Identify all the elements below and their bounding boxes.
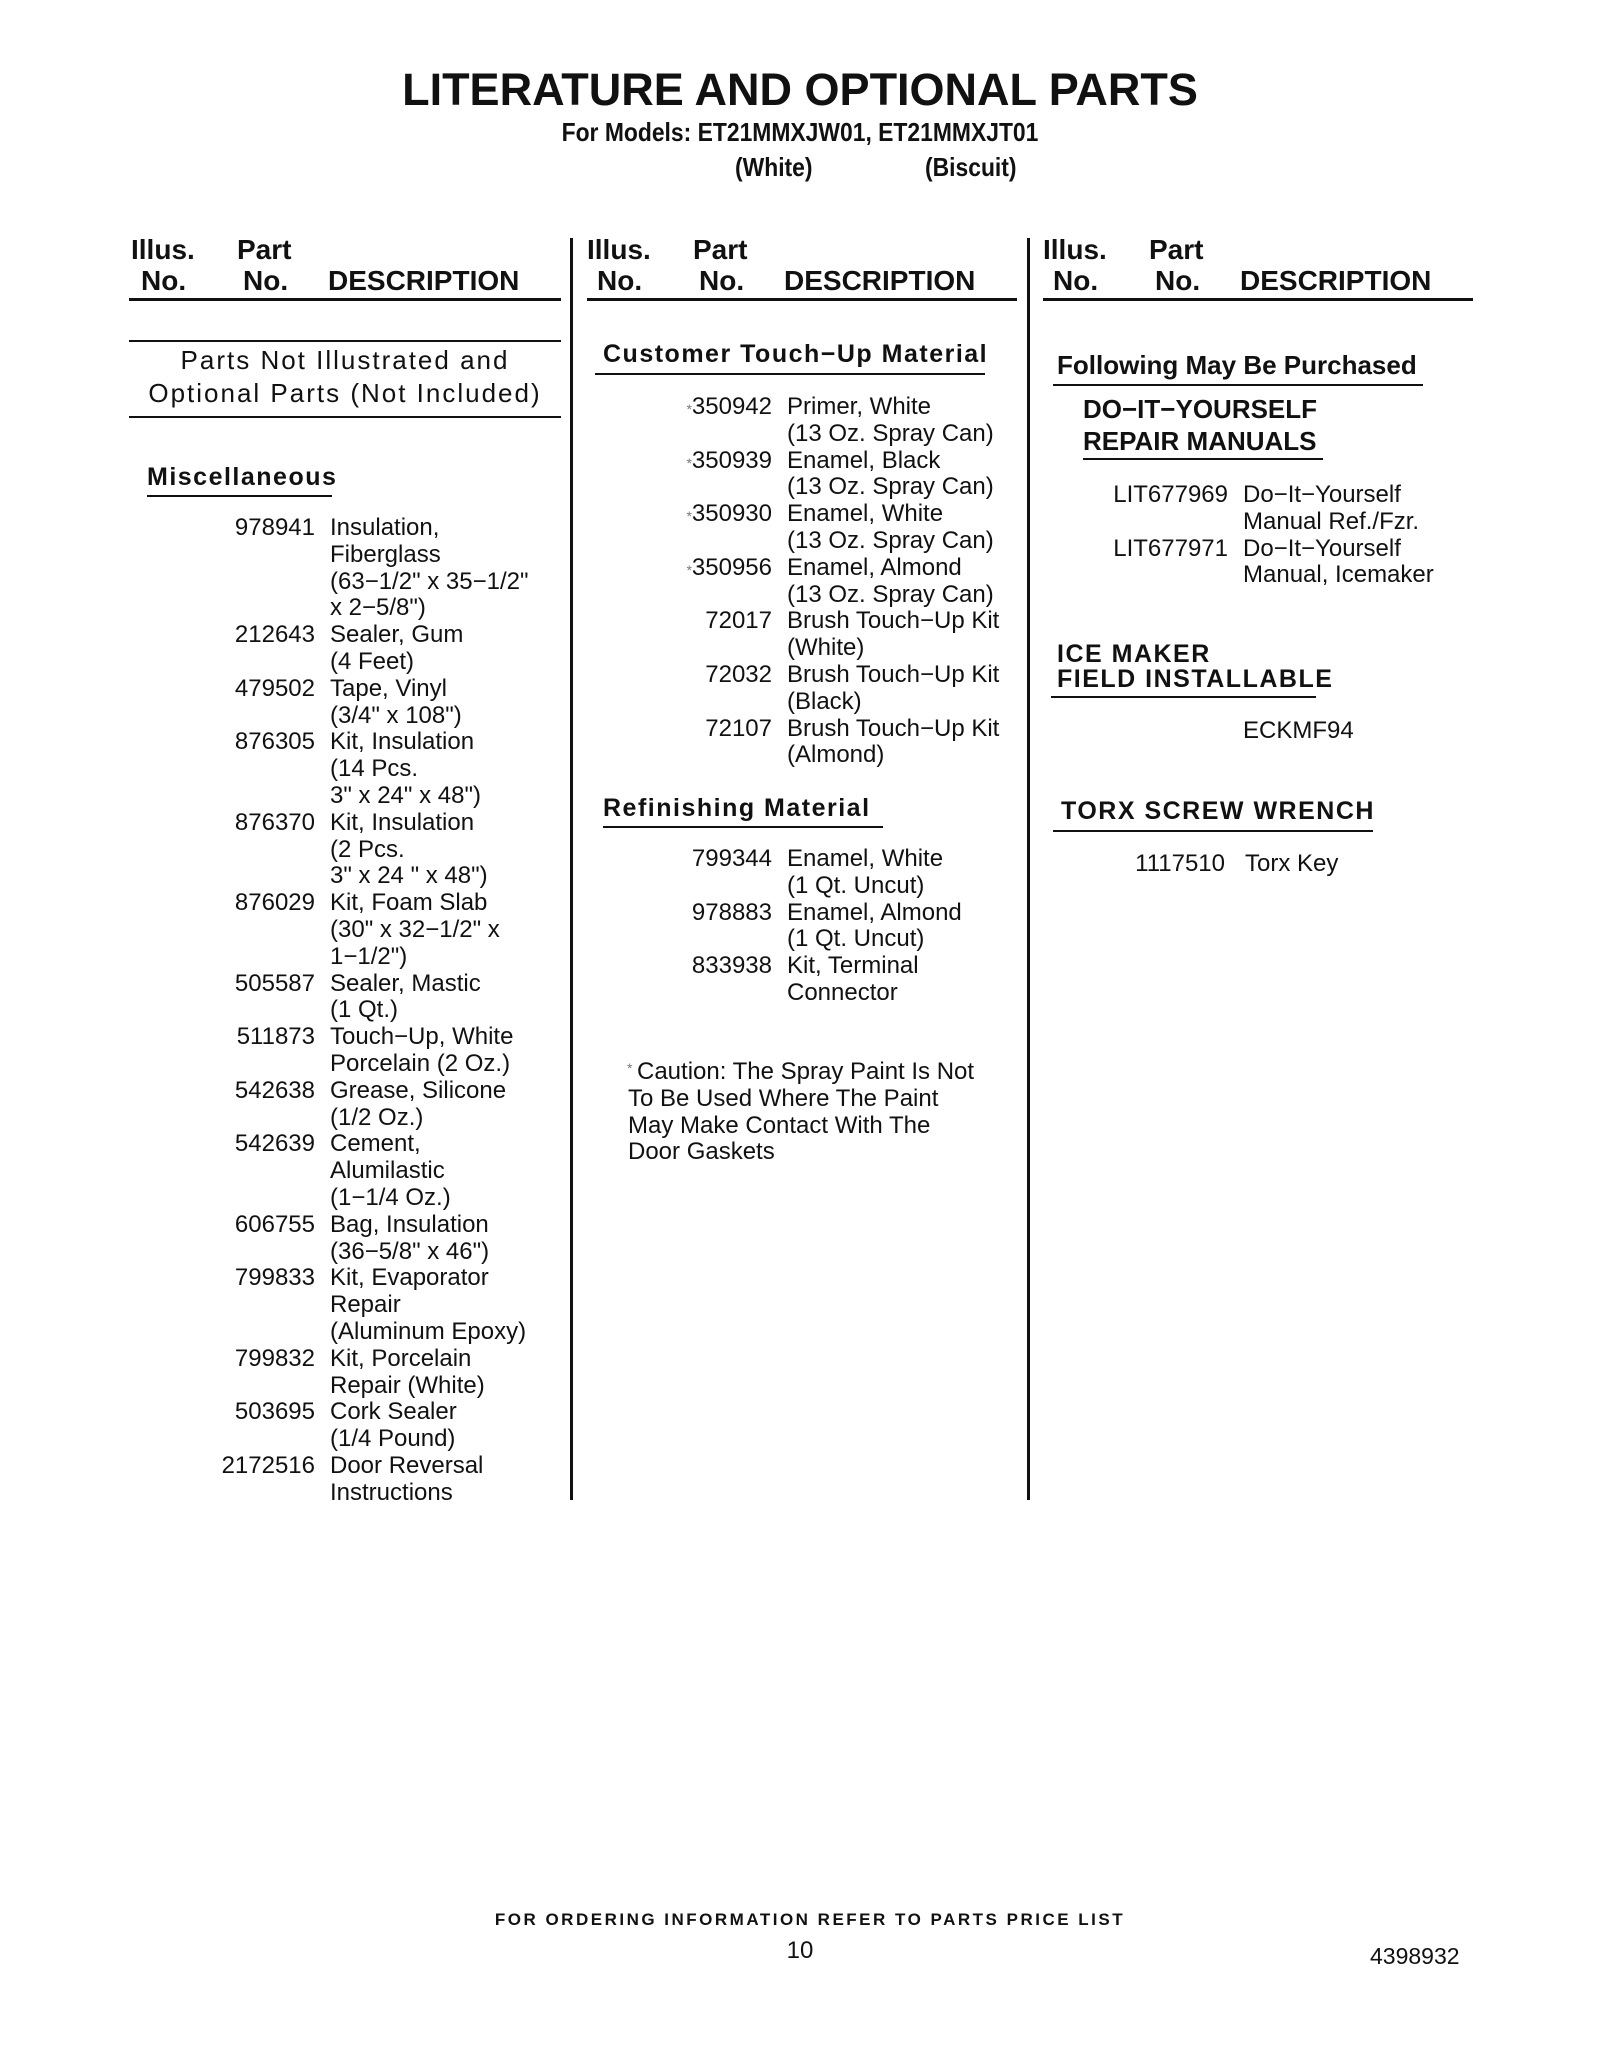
asterisk-mark: * [686,454,692,471]
torx-heading: TORX SCREW WRENCH [1061,797,1375,825]
page-title: LITERATURE AND OPTIONAL PARTS [402,64,1198,115]
part-number [1068,536,1228,563]
part-description: Insulation, Fiberglass (63−1/2" x 35−1/2" x 2−5/8") [330,514,529,622]
part-number [155,729,315,756]
part-number [155,515,315,542]
part-number [155,1212,315,1239]
part-number-text: 350939 [691,446,772,474]
part-number [155,971,315,998]
part-description: Enamel, White (13 Oz. Spray Can) [787,500,994,554]
section-customer-touch-up: Customer Touch−Up Material [603,340,989,368]
part-number-text: 876029 [234,889,315,917]
part-description: Tape, Vinyl (3/4" x 108") [330,674,462,729]
part-no-label: No. [699,265,745,296]
box-line-1: Parts Not Illustrated and [180,345,510,375]
part-description: Cement, Alumilastic (1−1/4 Oz.) [330,1130,451,1211]
part-number [612,394,772,421]
torx-description: Torx Key [1245,850,1339,877]
section-rule [1083,458,1323,460]
section-rule [1053,830,1373,832]
part-description: Kit, Evaporator Repair (Aluminum Epoxy) [330,1264,527,1345]
part-number [155,676,315,703]
part-description: Grease, Silicone (1/2 Oz.) [330,1076,507,1131]
part-description: Bag, Insulation (36−5/8" x 46") [330,1210,490,1265]
part-description: Enamel, Almond (1 Qt. Uncut) [787,898,962,953]
section-miscellaneous: Miscellaneous [147,463,338,491]
part-number-text: 542639 [234,1130,315,1158]
part-description: Brush Touch−Up Kit (Black) [787,661,1000,715]
part-number [155,622,315,649]
part-description: Kit, Insulation (14 Pcs. 3" x 24" x 48") [330,728,481,809]
part-number-text: 799832 [234,1344,315,1372]
illus-no-label: No. [1053,265,1099,296]
part-number-text: 72032 [705,661,772,688]
color-biscuit-label: (Biscuit) [925,152,1017,182]
caution-star: * [627,1060,633,1076]
part-description: Cork Sealer (1/4 Pound) [330,1398,457,1453]
part-description: Sealer, Gum (4 Feet) [330,621,464,675]
manuals-heading [1083,393,1317,457]
part-number-text: 72017 [705,607,772,635]
color-white-label: (White) [735,152,813,182]
page-number: 10 [786,1937,814,1964]
manuals-line-2: REPAIR MANUALS [1083,426,1317,456]
asterisk-mark: * [686,508,692,525]
part-number [155,810,315,837]
illus-label: Illus. [1043,234,1107,265]
part-description: Do−It−Yourself Manual, Icemaker [1243,534,1434,589]
icemaker-line-1: ICE MAKER [1057,640,1211,668]
part-description: Touch−Up, White Porcelain (2 Oz.) [330,1023,514,1077]
part-description: Sealer, Mastic (1 Qt.) [330,969,481,1024]
illus-no-label: No. [597,265,643,296]
part-description: Do−It−Yourself Manual Ref./Fzr. [1243,481,1420,535]
part-number-text: 876305 [234,728,315,756]
section-rule [1053,384,1423,386]
part-number-text: 212643 [234,621,315,649]
part-number-text: 2172516 [221,1452,315,1479]
part-number [155,1453,315,1480]
document-number: 4398932 [1370,1943,1460,1969]
part-description: Kit, Foam Slab (30" x 32−1/2" x 1−1/2") [330,889,500,970]
part-number-text: 876370 [234,808,315,836]
part-number [612,953,772,980]
part-number-text: 606755 [234,1210,315,1238]
part-number [612,846,772,873]
part-description: Brush Touch−Up Kit (White) [787,607,1000,662]
part-number [612,501,772,528]
header-rule [129,298,561,301]
part-no-label: No. [1155,265,1201,296]
part-number [612,900,772,927]
purchase-heading: Following May Be Purchased [1057,350,1417,380]
parts-not-illustrated-heading [129,344,561,410]
part-number [155,1131,315,1158]
part-number [612,448,772,475]
asterisk-mark: * [686,561,692,578]
description-label: DESCRIPTION [784,265,976,296]
box-top-rule [129,340,561,342]
part-number-text: 833938 [691,952,772,980]
part-description: Kit, Insulation (2 Pcs. 3" x 24 " x 48") [330,808,488,890]
part-no-label: No. [243,265,289,296]
column-divider [570,238,573,1500]
part-number [155,890,315,917]
part-number [155,1399,315,1426]
part-number-text: 503695 [234,1398,315,1426]
part-description: Enamel, Black (13 Oz. Spray Can) [787,446,994,501]
part-description: Door Reversal Instructions [330,1452,484,1506]
torx-part-no: 1117510 [1135,850,1225,877]
part-description: Kit, Terminal Connector [787,952,919,1006]
part-number-text: 978883 [691,898,772,926]
models-line: For Models: ET21MMXJW01, ET21MMXJT01 [561,117,1039,147]
section-rule [595,373,985,375]
part-number [155,1346,315,1373]
part-description: Brush Touch−Up Kit (Almond) [787,714,1000,769]
part-number-text: 511873 [236,1023,315,1051]
part-label: Part [1149,234,1204,265]
part-number [1068,482,1228,509]
part-number-text: 350930 [691,500,772,528]
part-label: Part [237,234,292,265]
part-number-text: 799833 [234,1264,315,1292]
section-refinishing: Refinishing Material [603,794,871,822]
asterisk-mark: * [686,401,692,417]
icemaker-line-2: FIELD INSTALLABLE [1057,665,1334,693]
part-description: Enamel, White (1 Qt. Uncut) [787,845,944,899]
caution-note [628,1059,1008,1166]
part-number-text: 542638 [234,1076,315,1104]
part-number [155,1265,315,1292]
section-rule [1051,696,1316,698]
part-number-text: LIT677969 [1113,481,1228,508]
part-number-text: LIT677971 [1113,534,1228,562]
part-number-text: 505587 [234,969,315,997]
description-label: DESCRIPTION [1240,265,1432,296]
part-description: Enamel, Almond (13 Oz. Spray Can) [787,553,994,608]
section-rule [603,826,883,828]
part-number [155,1024,315,1051]
part-number-text: 479502 [234,674,315,702]
header-rule [587,298,1017,301]
part-number [612,608,772,635]
part-number-text: 350942 [691,393,772,420]
part-number-text: 350956 [691,553,772,581]
part-number [612,716,772,743]
part-number-text: 978941 [234,514,315,541]
part-number-text: 799344 [691,845,772,872]
illus-no-label: No. [141,265,187,296]
part-description: Primer, White (13 Oz. Spray Can) [787,393,994,447]
part-number [612,662,772,689]
column-divider [1027,238,1030,1500]
header-rule [1043,298,1473,301]
illus-label: Illus. [587,234,651,265]
part-number [612,555,772,582]
ordering-note: FOR ORDERING INFORMATION REFER TO PARTS PRICE LIST [494,1910,1126,1929]
part-number-text: 72107 [705,714,772,742]
section-rule [147,495,332,497]
box-line-2: Optional Parts (Not Included) [148,378,542,408]
part-description: Kit, Porcelain Repair (White) [330,1344,485,1399]
description-label: DESCRIPTION [328,265,520,296]
box-bottom-rule [129,416,561,418]
part-number [155,1078,315,1105]
icemaker-heading [1057,642,1333,692]
part-label: Part [693,234,748,265]
illus-label: Illus. [131,234,195,265]
manuals-line-1: DO−IT−YOURSELF [1083,394,1318,424]
caution-text: Caution: The Spray Paint Is Not To Be Used Where The Paint May Make Contact With The Door Gaskets [628,1058,975,1166]
icemaker-part: ECKMF94 [1243,717,1354,744]
